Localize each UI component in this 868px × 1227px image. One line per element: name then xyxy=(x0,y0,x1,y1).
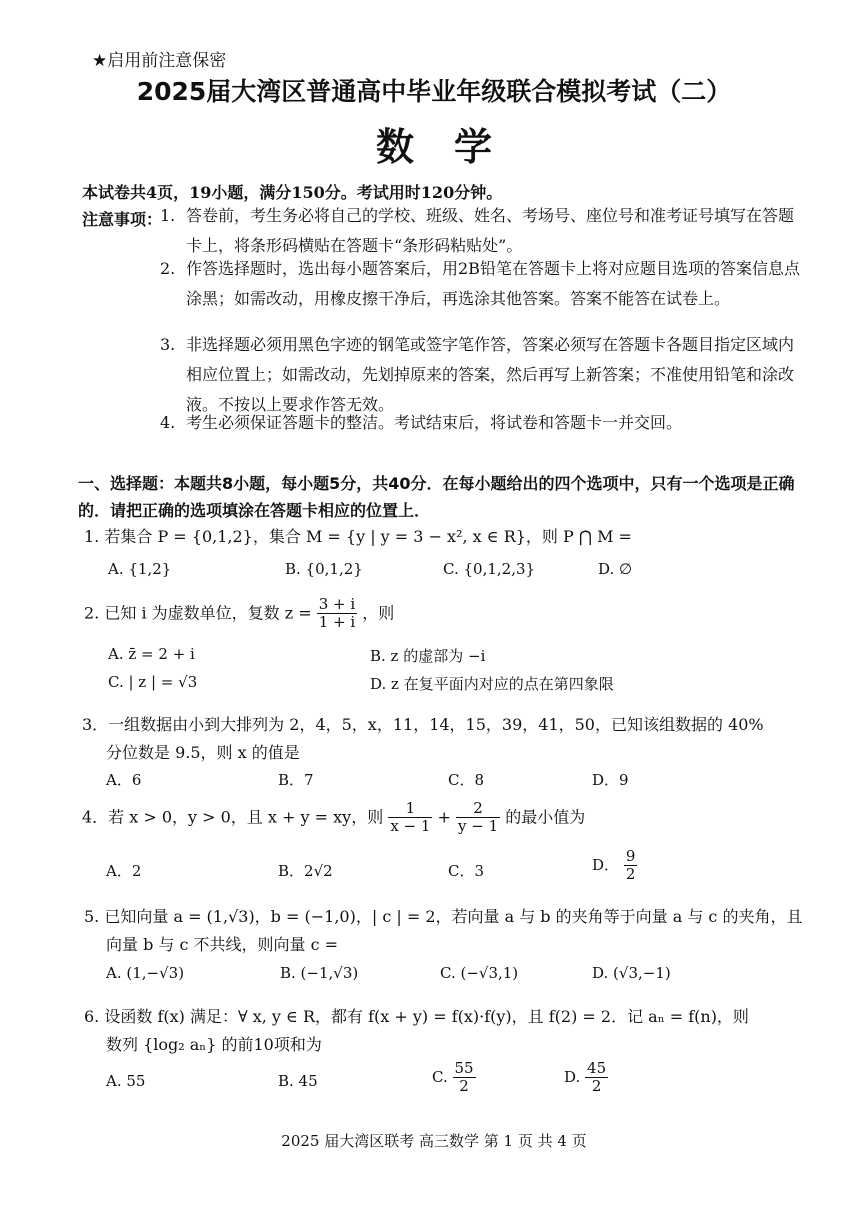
fraction-numerator: 45 xyxy=(587,1059,607,1077)
question-3-line-1: 3．一组数据由小到大排列为 2，4，5，x，11，14，15，39，41，50，已知该组数据的 40% xyxy=(82,715,764,734)
question-5-option-b: B. (−1,√3) xyxy=(280,964,359,982)
fraction-numerator: 9 xyxy=(625,847,636,865)
question-3-option-b: B．7 xyxy=(278,771,314,789)
question-5-option-d: D. (√3,−1) xyxy=(592,964,671,982)
question-2-option-c: C. | z | = √3 xyxy=(108,673,198,691)
question-3-option-d: D．9 xyxy=(592,771,629,789)
option-label: D. xyxy=(564,1067,581,1086)
option-label: C. xyxy=(432,1067,448,1086)
question-2-stem xyxy=(84,596,394,632)
question-6-option-d xyxy=(564,1060,608,1096)
notice-item-number: 3. xyxy=(160,335,176,354)
question-4-fraction-1 xyxy=(388,800,432,836)
question-2-stem-text: 2. 已知 i 为虚数单位，复数 z = xyxy=(84,603,312,623)
plus-sign: + xyxy=(437,807,451,827)
page-footer: 2025 届大湾区联考 高三数学 第 1 页 共 4 页 xyxy=(281,1132,587,1150)
question-6-option-a: A. 55 xyxy=(106,1072,146,1090)
question-5-line-2: 向量 b 与 c 不共线，则向量 c = xyxy=(106,935,339,954)
fraction-denominator: 2 xyxy=(459,1077,469,1096)
question-4-fraction-2 xyxy=(456,800,500,836)
notice-item-text: 非选择题必须用黑色字迹的钢笔或签字笔作答，答案必须写在答题卡各题目指定区域内相应位置上；如需改动，先划掉原来的答案，然后再写上新答案；不准使用铅笔和涂改液。不按以上要求作答无效。 xyxy=(186,335,795,414)
question-1-option-a: A. {1,2} xyxy=(108,560,172,578)
question-2-option-b: B. z 的虚部为 −i xyxy=(370,647,486,665)
question-2-option-a: A. z̄ = 2 + i xyxy=(108,645,195,663)
question-4-option-d xyxy=(592,848,637,884)
notice-item-number: 1. xyxy=(160,206,176,225)
fraction-denominator: 2 xyxy=(591,1077,602,1096)
question-4-option-c: C．3 xyxy=(448,862,485,880)
fraction-numerator: 1 xyxy=(388,800,432,818)
question-3-option-c: C．8 xyxy=(448,771,485,789)
question-3-line-2: 分位数是 9.5，则 x 的值是 xyxy=(106,743,300,762)
question-1-stem: 1. 若集合 P = {0,1,2}，集合 M = {y | y = 3 − x², x ∈ R}，则 P ⋂ M = xyxy=(84,527,632,546)
question-2-stem-end: ，则 xyxy=(362,603,395,623)
notice-item-3 xyxy=(160,330,800,420)
fraction-numerator: 2 xyxy=(456,800,500,818)
exam-title: 2025届大湾区普通高中毕业年级联合模拟考试（二） xyxy=(136,77,732,106)
question-1-option-b: B. {0,1,2} xyxy=(285,560,363,578)
question-2-fraction xyxy=(317,596,357,632)
question-6-option-b: B. 45 xyxy=(278,1072,318,1090)
notice-item-1 xyxy=(160,201,800,261)
notice-item-number: 2. xyxy=(160,259,176,278)
notice-label: 注意事项： xyxy=(82,210,163,229)
option-label: D． xyxy=(592,855,620,874)
question-5-option-a: A. (1,−√3) xyxy=(106,964,185,982)
notice-item-number: 4. xyxy=(160,413,176,432)
fraction-denominator: 1 + i xyxy=(318,613,356,632)
option-fraction xyxy=(624,848,638,884)
fraction-numerator: 3 + i xyxy=(318,595,356,613)
notice-item-4 xyxy=(160,408,800,438)
exam-info: 本试卷共4页，19小题，满分150分。考试用时120分钟。 xyxy=(82,183,503,202)
question-6-line-2: 数列 {log₂ aₙ} 的前10项和为 xyxy=(106,1035,322,1054)
notice-item-text: 答卷前，考生务必将自己的学校、班级、姓名、考场号、座位号和准考证号填写在答题卡上，将条形码横贴在答题卡“条形码粘贴处”。 xyxy=(186,206,795,255)
subject-title: 数学 xyxy=(375,124,532,169)
question-6-line-1: 6. 设函数 f(x) 满足：∀ x, y ∈ R，都有 f(x + y) = f(x)·f(y)，且 f(2) = 2．记 aₙ = f(n)，则 xyxy=(84,1007,749,1026)
question-4-option-a: A．2 xyxy=(106,862,142,880)
question-1-option-d: D. ∅ xyxy=(598,560,633,578)
question-6-option-c xyxy=(432,1060,476,1096)
question-5-option-c: C. (−√3,1) xyxy=(440,964,519,982)
fraction-denominator: y − 1 xyxy=(458,817,499,836)
confidential-mark: ★启用前注意保密 xyxy=(92,51,227,71)
notice-item-text: 考生必须保证答题卡的整洁。考试结束后，将试卷和答题卡一并交回。 xyxy=(186,413,683,432)
question-4-stem-text: 4．若 x > 0，y > 0，且 x + y = xy，则 xyxy=(82,807,384,827)
option-fraction xyxy=(453,1060,476,1096)
question-5-line-1: 5. 已知向量 a = (1,√3)，b = (−1,0)，| c | = 2，若向量 a 与 b 的夹角等于向量 a 与 c 的夹角，且 xyxy=(84,907,803,926)
notice-item-2 xyxy=(160,254,800,314)
option-fraction xyxy=(585,1060,608,1096)
fraction-numerator: 55 xyxy=(454,1059,474,1077)
question-4-stem xyxy=(82,800,585,836)
notice-item-text: 作答选择题时，选出每小题答案后，用2B铅笔在答题卡上将对应题目选项的答案信息点涂黑；如需改动，用橡皮擦干净后，再选涂其他答案。答案不能答在试卷上。 xyxy=(186,259,800,308)
section-heading: 一、选择题：本题共8小题，每小题5分，共40分．在每小题给出的四个选项中，只有一个选项是正确的．请把正确的选项填涂在答题卡相应的位置上． xyxy=(78,474,795,520)
question-1-option-c: C. {0,1,2,3} xyxy=(443,560,536,578)
question-4-option-b: B．2√2 xyxy=(278,862,333,880)
question-2-option-d: D. z 在复平面内对应的点在第四象限 xyxy=(370,675,614,693)
question-4-stem-end: 的最小值为 xyxy=(505,807,586,827)
fraction-denominator: x − 1 xyxy=(390,817,431,836)
question-3-option-a: A．6 xyxy=(106,771,142,789)
fraction-denominator: 2 xyxy=(625,865,636,884)
